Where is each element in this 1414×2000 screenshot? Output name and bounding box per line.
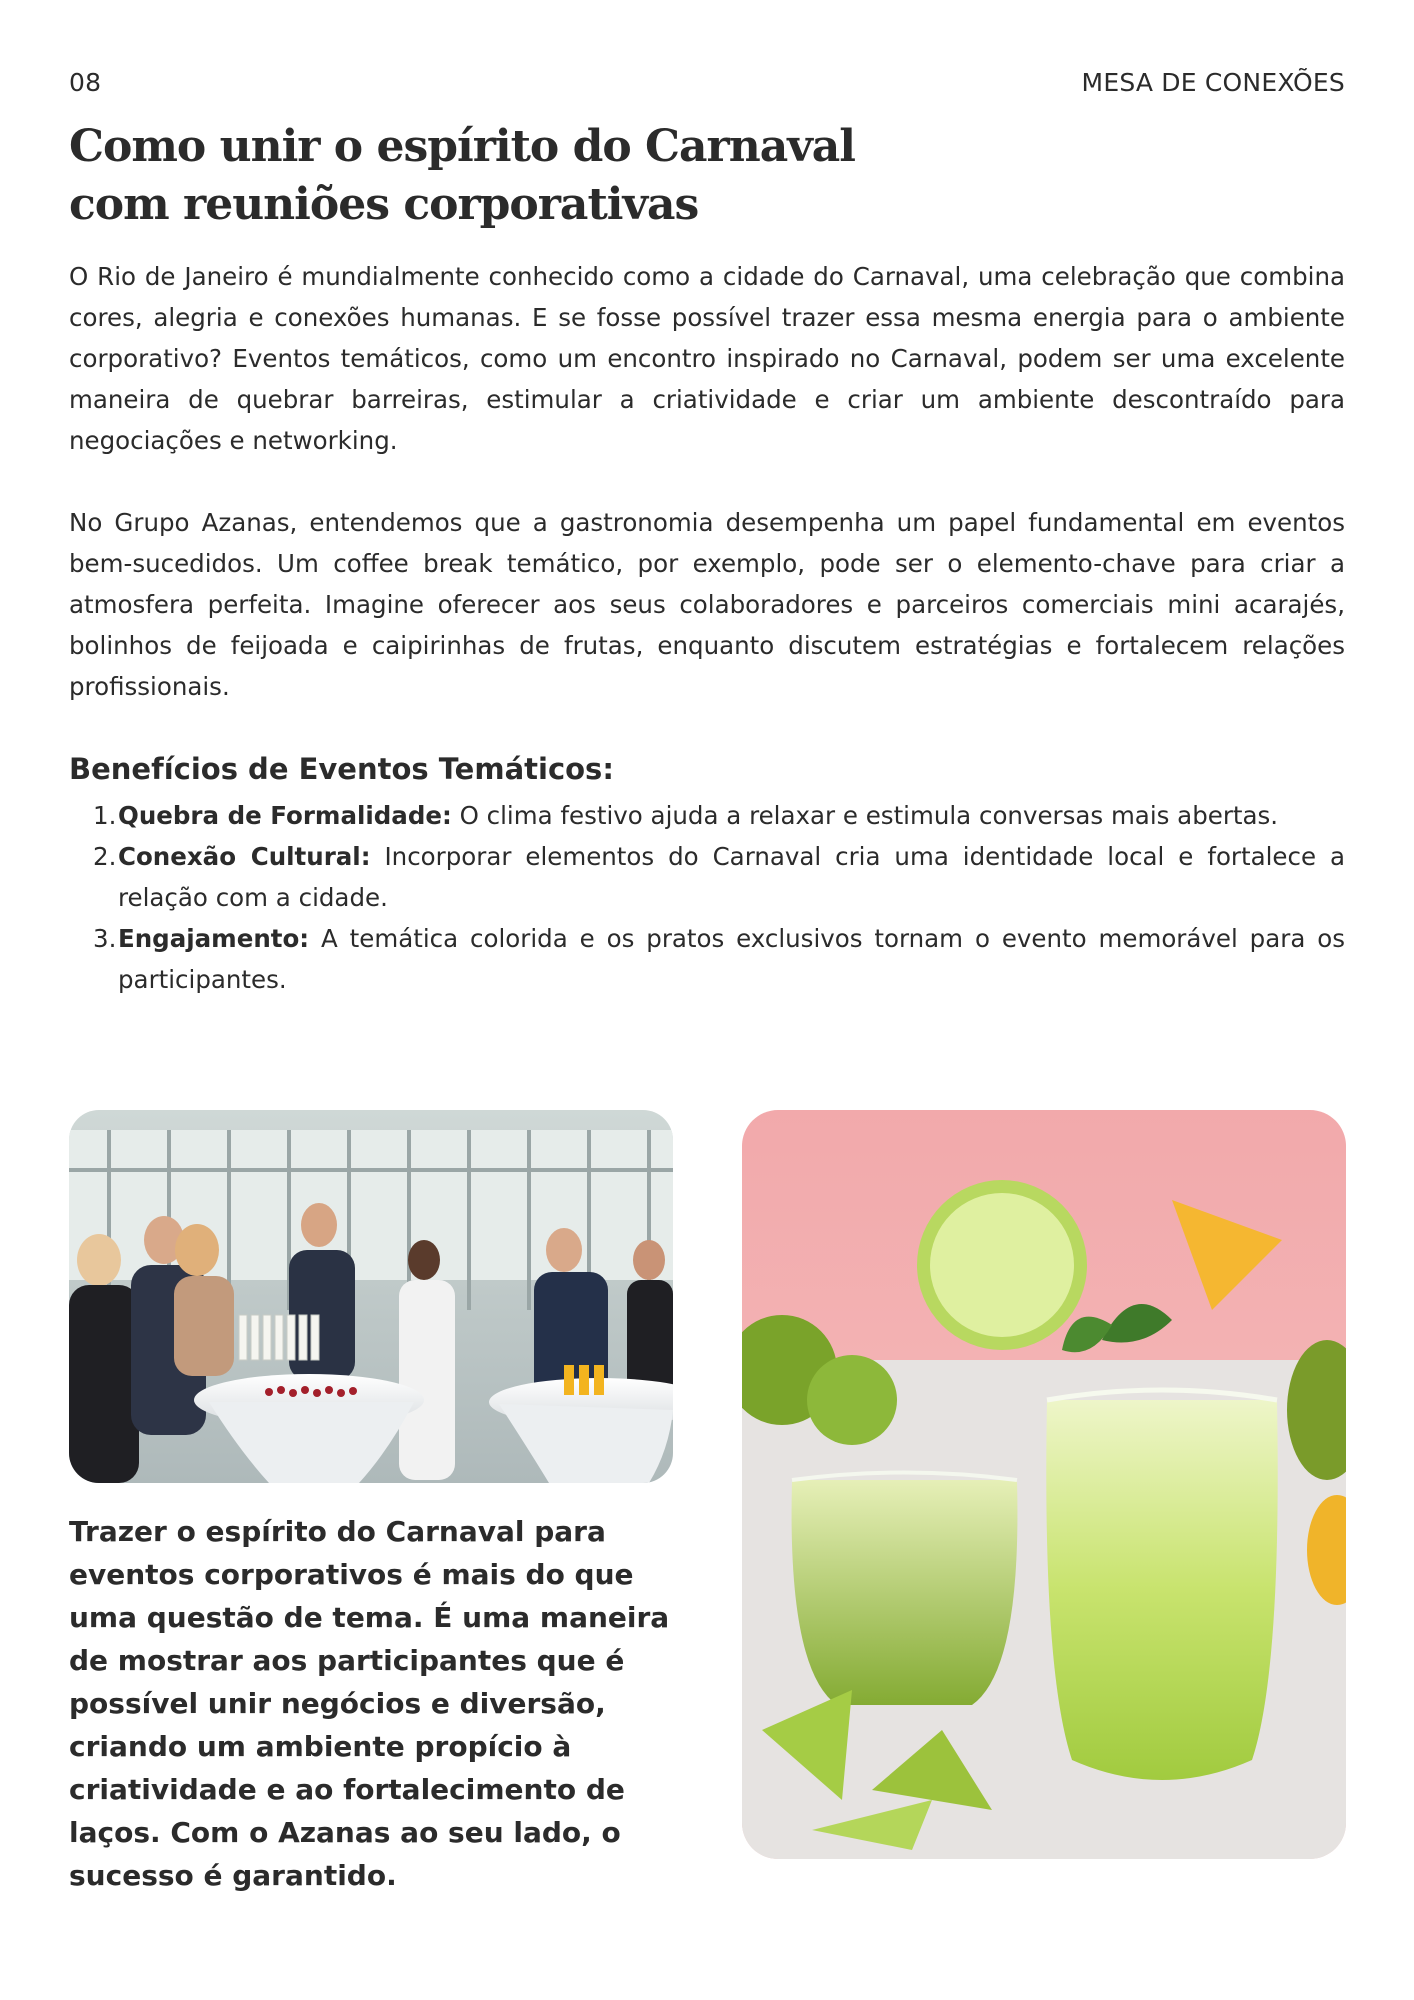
benefit-number: 3. (93, 924, 117, 953)
benefit-item (69, 836, 1345, 918)
benefit-label: Quebra de Formalidade: (118, 801, 452, 830)
benefit-number: 1. (93, 801, 117, 830)
article-title: Como unir o espírito do Carnaval com reuniões corporativas (69, 121, 856, 230)
benefit-label: Conexão Cultural: (118, 842, 371, 871)
benefit-item (69, 918, 1345, 1000)
benefit-text: O clima festivo ajuda a relaxar e estimula conversas mais abertas. (451, 801, 1279, 830)
benefits-list (69, 795, 1345, 1000)
benefit-item (69, 795, 1345, 836)
section-title: MESA DE CONEXÕES (1081, 68, 1345, 97)
benefit-text: Incorporar elementos do Carnaval cria uma identidade local e fortalece a relação com a cidade. (118, 842, 1345, 912)
benefit-label: Engajamento: (118, 924, 310, 953)
corporate-event-photo (69, 1110, 673, 1483)
page-header (69, 68, 1345, 97)
closing-statement: Trazer o espírito do Carnaval para eventos corporativos é mais do que uma questão de tema. É uma maneira de mostrar aos participantes que é possível unir negócios e diversão, criando um ambiente propício à criatividade e ao fortalecimento de laços. Com o Azanas ao seu lado, o sucesso é garantido. (69, 1515, 670, 1892)
page-number: 08 (69, 68, 102, 97)
benefit-text: A temática colorida e os pratos exclusivos tornam o evento memorável para os participantes. (118, 924, 1345, 994)
caipirinha-photo (742, 1110, 1346, 1859)
intro-paragraph: O Rio de Janeiro é mundialmente conhecido como a cidade do Carnaval, uma celebração que combina cores, alegria e conexões humanas. E se fosse possível trazer essa mesma energia para o ambiente corporativo? Eventos temáticos, como um encontro inspirado no Carnaval, podem ser uma excelente maneira de quebrar barreiras, estimular a criatividade e criar um ambiente descontraído para negociações e networking. (69, 262, 1345, 455)
gastronomy-paragraph: No Grupo Azanas, entendemos que a gastronomia desempenha um papel fundamental em eventos bem-sucedidos. Um coffee break temático, por exemplo, pode ser o elemento-chave para criar a atmosfera perfeita. Imagine oferecer aos seus colaboradores e parceiros comerciais mini acarajés, bolinhos de feijoada e caipirinhas de frutas, enquanto discutem estratégias e fortalecem relações profissionais. (69, 508, 1345, 701)
benefit-number: 2. (93, 842, 117, 871)
benefits-heading: Benefícios de Eventos Temáticos: (69, 752, 614, 786)
